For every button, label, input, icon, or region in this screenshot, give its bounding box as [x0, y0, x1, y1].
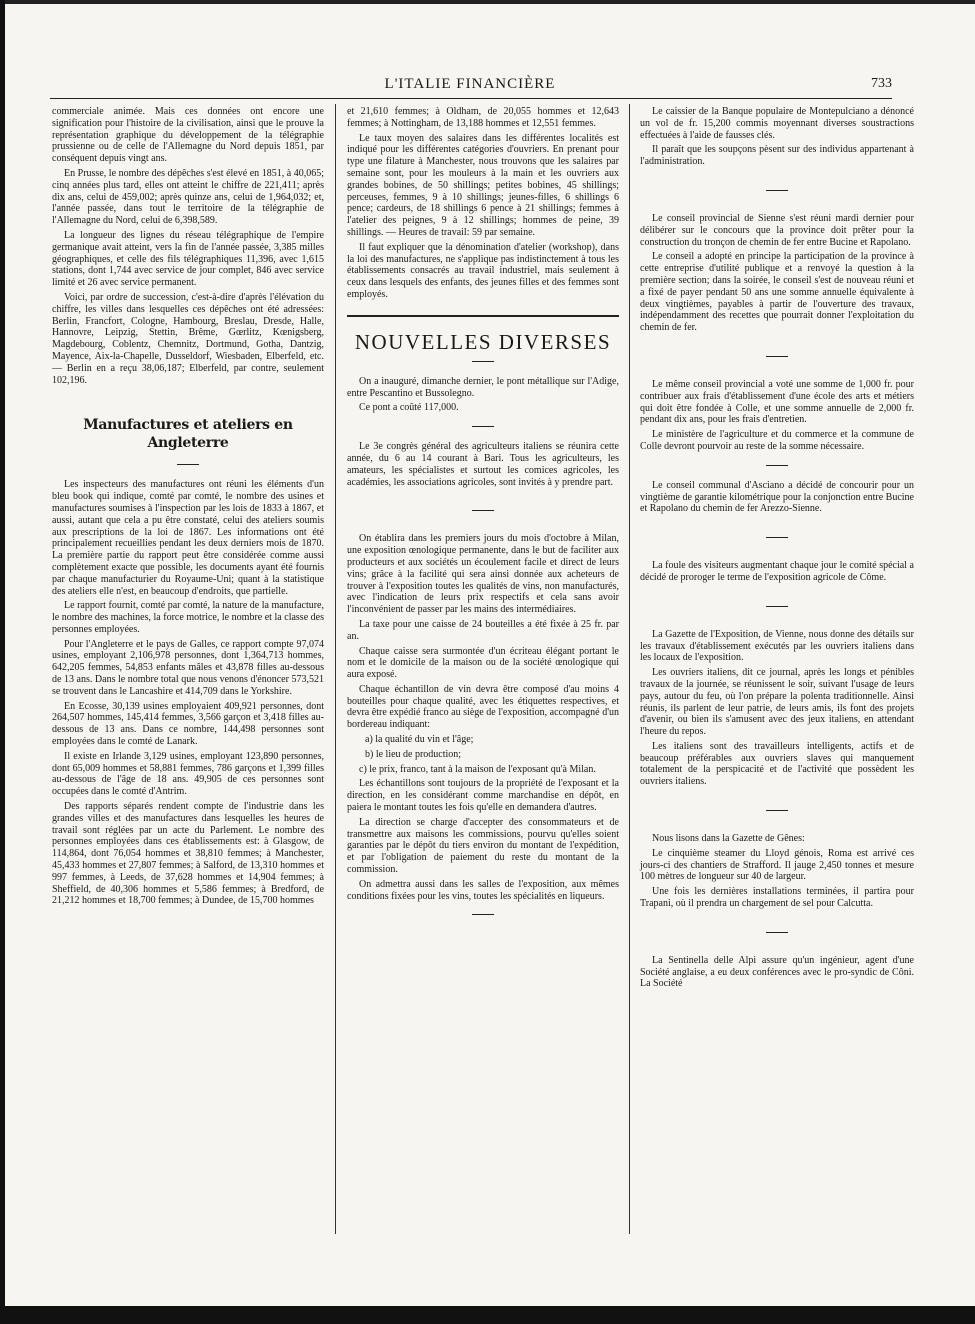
paragraph: La longueur des lignes du réseau télégraphique de l'empire germanique avait atteint, vers la fin de l'année passée, 3,385 milles géographiques, et celle des fils télégraphiques 11,396, avec 1,615 stations, dont 1,744 avec service de jour complet, 846 avec service limité et 26 avec service permanent.	[52, 229, 324, 289]
paragraph: et 21,610 femmes; à Oldham, de 20,055 hommes et 12,643 femmes; à Nottingham, de 13,188 hommes et 12,551 femmes.	[347, 106, 619, 129]
paragraph: Les ouvriers italiens, dit ce journal, après les longs et pénibles travaux de la journée, se réunissent le soir, suivant l'usage de leurs pays, autour du feu, où l'on prépare la polenta traditionnelle. Ainsi réunis, ils parlent de leur patrie, de leurs amis, ils font des projets d'avenir, ou bien ils s'amusent avec des jeux italiens, en attendant l'heure du repos.	[640, 667, 914, 738]
paragraph: Voici, par ordre de succession, c'est-à-dire d'après l'élévation du chiffre, les villes dans lesquelles ces dépêches ont été adressées: Berlin, Francfort, Cologne, Hambourg, Breslau, Dresde, Halle, Hannovre, Leipzig, Stettin, Brême, Gœrlitz, Kœnigsberg, Magdebourg, Coblentz, Chemnitz, Dortmund, Gotha, Dantzig, Mayence, Aix-la-Chapelle, Dusseldorf, Wiesbaden, Elberfeld, etc. — Berlin en a reçu 38,06,187; Elberfeld, par contre, seulement 102,196.	[52, 291, 324, 386]
paragraph: Le caissier de la Banque populaire de Montepulciano a dénoncé un vol de fr. 15,200 commis moyennant diverses soustractions effectuées à l'aide de fausses clés.	[640, 106, 914, 141]
paragraph: Le taux moyen des salaires dans les différentes localités est indiqué pour les différentes catégories d'ouvriers. En prenant pour type une filature à Manchester, nous trouvons que les salaires par semaine sont, pour les mouleurs à la main et les ouvriers aux grandes bobines, de 50 shillings; petites bobines, 45 shillings; perceuses, femmes, 9 à 10 shillings; jeunes-filles, 6 shillings 6 pence; cardeurs, de 18 shillings 6 pence à 21 shillings; femmes à l'atelier des peignes, 9 à 12 shillings; hommes de peine, 39 shillings. — Heures de travail: 59 par semaine.	[347, 132, 619, 238]
scan-top-edge	[0, 0, 975, 4]
paragraph: Chaque caisse sera surmontée d'un écriteau élégant portant le nom et le domicile de la maison ou de la société œnologique qui aura exposé.	[347, 645, 619, 681]
paragraph: Il faut expliquer que la dénomination d'atelier (workshop), dans la loi des manufactures, ne s'applique pas indistinctement à tous les établissements consacrés au travail industriel, mais seulement à ceux dans lesquels des enfants, des jeunes filles et des femmes sont employés.	[347, 241, 619, 300]
separator	[766, 465, 788, 466]
paragraph: Ce pont a coûté 117,000.	[359, 402, 459, 414]
paragraph: La direction se charge d'accepter des consommateurs et de transmettre aux maisons les commissions, pourvu qu'elles soient garanties par le dépôt du tiers environ du montant de l'expédition, et par l'obligation de paiement du reste du montant de la commission.	[347, 816, 619, 876]
column-divider-1	[335, 104, 336, 1234]
paragraph: Des rapports séparés rendent compte de l'industrie dans les grandes villes et des manufactures dans lesquelles les heures de travail sont réglées par un acte du Parlement. Le nombre des personnes employées dans ces établissements est: à Glasgow, de 114,864, dont 76,054 hommes et 38,810 femmes; à Manchester, 45,433 hommes et 27,807 femmes; à Salford, de 13,310 hommes et 997 femmes, à Leeds, de 37,628 hommes et 14,904 femmes; à Sheffield, de 40,306 hommes et 5,586 femmes; à Bredford, de 21,212 hommes et 18,700 femmes; à Dundee, de 15,700 hommes	[52, 801, 324, 907]
column-1	[52, 106, 324, 910]
paragraph: Pour l'Angleterre et le pays de Galles, ce rapport compte 97,074 usines, employant 2,106,978 personnes, dont 1,364,713 hommes, 642,205 femmes, 54,853 enfants mâles et 43,878 filles au-dessous de 13 ans. Dans le nombre total que nous venons d'énoncer 573,521 se trouvent dans le Lancashire et 414,709 dans le Yorkshire.	[52, 638, 324, 697]
list-item: b) le lieu de production;	[365, 748, 462, 760]
column-divider-2	[629, 104, 630, 1234]
paragraph: Le 3e congrès général des agriculteurs italiens se réunira cette année, du 6 au 14 courant à Bari. Tous les agriculteurs, les amateurs, les spécialistes et surtout les comices agricoles, les académies, les associations agricoles, sont invités à y prendre part.	[347, 441, 619, 488]
separator	[766, 190, 788, 191]
separator	[472, 361, 494, 362]
separator	[177, 464, 199, 465]
separator	[472, 510, 494, 511]
separator	[766, 606, 788, 607]
paragraph: Les échantillons sont toujours de la propriété de l'exposant et la direction, en les considérant comme marchandise en dépôt, en paiera le montant toutes les fois qu'elle en demandera d'autres.	[347, 778, 619, 814]
running-header	[50, 76, 890, 98]
paragraph: On admettra aussi dans les salles de l'exposition, aux mêmes conditions fixées pour les vins, toutes les spécialités en liqueurs.	[347, 878, 619, 902]
paragraph: Nous lisons dans la Gazette de Gênes:	[652, 833, 805, 845]
paragraph: Le même conseil provincial a voté une somme de 1,000 fr. pour contribuer aux frais d'établissement d'une école des arts et métiers qui doit être fondée à Colle, et une somme annuelle de 2,000 fr. pendant dix ans, pour les frais d'entretien.	[640, 378, 914, 426]
paragraph: Le conseil communal d'Asciano a décidé de concourir pour un vingtième de garantie kilométrique pour la conjonction entre Bucine et Rapolano du chemin de fer Arezzo-Sienne.	[640, 479, 914, 515]
page-number: 733	[871, 76, 892, 91]
paragraph: En Prusse, le nombre des dépêches s'est élevé en 1851, à 40,065; cinq années plus tard, elles ont atteint le chiffre de 221,411; après dix ans, celui de 459,002; après quinze ans, celui de 1,964,032; et, l'année passée, dans tout le territoire de la télégraphie de l'Allemagne du Nord, celui de 6,398,589.	[52, 167, 324, 227]
paragraph: Les italiens sont des travailleurs intelligents, actifs et de beaucoup préférables aux ouvriers slaves qui manquement totalement de la perspicacité et de l'activité que possèdent les ouvriers italiens.	[640, 740, 914, 788]
paragraph: Le conseil a adopté en principe la participation de la province à cette entreprise d'utilité publique et a renvoyé la question à la première section; dans la soirée, le conseil s'est de nouveau réuni et a fixé de payer pendant 50 ans une somme annuelle équivalente à deux vingtièmes, payables à partir de l'ouverture des travaux, indépendamment des recettes que pourrait donner l'exploitation du chemin de fer.	[640, 251, 914, 334]
paragraph: Chaque échantillon de vin devra être composé d'au moins 4 bouteilles pour chaque qualité, avec les étiquettes respectives, et devra être expédié franco au siège de l'exposition, accompagné d'un bordereau indiquant:	[347, 683, 619, 731]
column-3	[640, 106, 914, 993]
paragraph: Il paraît que les soupçons pèsent sur des individus appartenant à l'administration.	[640, 144, 914, 168]
paragraph: On a inauguré, dimanche dernier, le pont métallique sur l'Adige, entre Pescantino et Bussolegno.	[347, 375, 619, 399]
scan-bottom-edge	[0, 1306, 975, 1324]
header-rule	[50, 98, 892, 99]
section-title: NOUVELLES DIVERSES	[354, 329, 612, 354]
paragraph: La taxe pour une caisse de 24 bouteilles a été fixée à 25 fr. par an.	[347, 618, 619, 642]
paragraph: Il existe en Irlande 3,129 usines, employant 123,890 personnes, dont 65,009 hommes et 58,881 femmes, 786 garçons et 1,399 filles au-dessous de l'âge de 18 ans. 49,905 de ces personnes sont occupées dans le comté d'Antrim.	[52, 750, 324, 798]
separator	[472, 914, 494, 915]
section-rule	[347, 315, 619, 317]
section-title: Manufactures et ateliers en Angleterre	[83, 417, 293, 452]
separator	[766, 356, 788, 357]
separator	[472, 426, 494, 427]
paragraph: Les inspecteurs des manufactures ont réuni les éléments d'un bleu book qui indique, comté par comté, le nombre des usines et manufactures soumises à l'inspection par les lois de 1833 à 1867, et aussi, autant que cela a pu être constaté, celui des ateliers soumis aux prescriptions de la loi de 1867. Les informations ont été principalement recueillies pendant les deux derniers mois de 1870. La première partie du rapport peut être considérée comme aussi complètement exacte que possible, les documents ayant été fournis par chaque manufacturier du Royaume-Uni; quant à la statistique des ateliers elle n'est, en beaucoup d'endroits, que partielle.	[52, 479, 324, 597]
scan-left-edge	[0, 0, 5, 1324]
paragraph: La Gazette de l'Exposition, de Vienne, nous donne des détails sur les travaux d'établissement exécutés par les ouvriers italiens dans les locaux de l'exposition.	[640, 628, 914, 664]
column-2	[347, 106, 619, 929]
separator	[766, 537, 788, 538]
paragraph: Le cinquième steamer du Lloyd génois, Roma est arrivé ces jours-ci des chantiers de Strafford. Il jauge 2,450 tonnes et mesure 100 mètres de longueur sur 40 de largeur.	[640, 847, 914, 883]
list-item: c) le prix, franco, tant à la maison de l'exposant qu'à Milan.	[359, 763, 596, 775]
paragraph: Une fois les dernières installations terminées, il partira pour Trapani, où il prendra un chargement de sel pour Calcutta.	[640, 886, 914, 910]
paragraph: La foule des visiteurs augmentant chaque jour le comité spécial a décidé de proroger le terme de l'exposition agricole de Côme.	[640, 560, 914, 583]
separator	[766, 810, 788, 811]
journal-title: L'ITALIE FINANCIÈRE	[384, 76, 556, 92]
paragraph: On établira dans les premiers jours du mois d'octobre à Milan, une exposition œnologique permanente, dans le but de faciliter aux producteurs et aux sociétés un écoulement facile et direct de leurs vins; grâce à la facilité qui sera ainsi donnée aux acheteurs de trouver à l'exposition toutes les qualités de vins, non manufacturés, avec l'indication de leurs prix respectifs et cela sans avoir l'inconvénient de passer par les mains des intermédiaires.	[347, 533, 619, 616]
paragraph: Le ministère de l'agriculture et du commerce et la commune de Colle devront pourvoir au reste de la somme nécessaire.	[640, 429, 914, 452]
paragraph: En Ecosse, 30,139 usines employaient 409,921 personnes, dont 264,507 hommes, 145,414 femmes, 3,566 garçon et 3,418 filles au-dessous de 13 ans. Dans ce nombre, 144,498 personnes sont employées dans le comté de Lanark.	[52, 700, 324, 748]
paragraph: Le conseil provincial de Sienne s'est réuni mardi dernier pour délibérer sur le concours que la province doit prêter pour la construction du tronçon de chemin de fer entre Bucine et Rapolano.	[640, 212, 914, 248]
paragraph: commerciale animée. Mais ces données ont encore une signification pour l'histoire de la civilisation, ainsi que le prouve la représentation graphique du développement de la télégraphie prussienne ou de celle de l'Allemagne du Nord depuis 1851, par conséquent depuis vingt ans.	[52, 106, 324, 165]
paragraph: La Sentinella delle Alpi assure qu'un ingénieur, agent d'une Société anglaise, a eu deux conférences avec le pro-syndic de Côni. La Société	[640, 954, 914, 990]
paragraph: Le rapport fournit, comté par comté, la nature de la manufacture, le nombre des machines, la force motrice, le nombre et la classe des personnes employées.	[52, 600, 324, 635]
separator	[766, 932, 788, 933]
list-item: a) la qualité du vin et l'âge;	[365, 734, 474, 746]
